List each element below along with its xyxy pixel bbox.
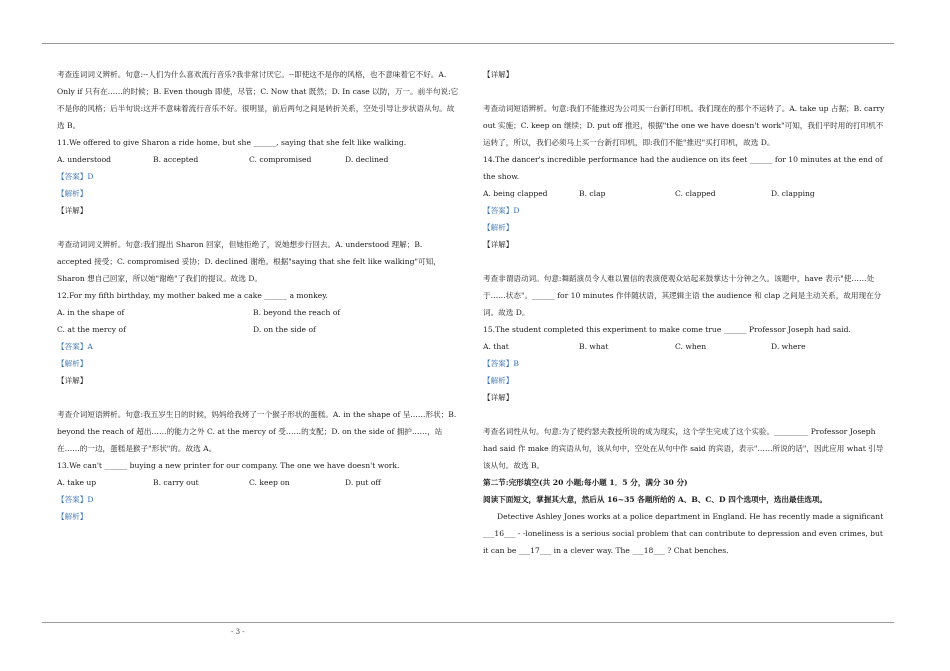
q13-detail: 考查动词短语辨析。句意:我们不能推迟为公司买一台新打印机。我们现在的那个不运转了。A. take up 占据；B. carry out 实施；C. keep on 继续；D. put off 推迟，根据"the one we have doesn't work"可知，我们平时用的打印机不运转了，所以，我们必须马上买一台新打印机，即:我们不能"推迟"买打印机，故选 D。 <box>483 104 885 147</box>
q11-options <box>57 151 459 168</box>
blank-16: ___16___ <box>483 529 516 538</box>
q14-option-a: A. being clapped <box>483 189 548 198</box>
q12-option-d: D. on the side of <box>253 325 316 334</box>
q15-detail-tag: 【详解】 <box>483 393 514 402</box>
q10-analysis: 考查连词词义辨析。句意:--人们为什么喜欢流行音乐?我非常讨厌它。--即使这不是你的风格，也不意味着它不好。A. Only if 只有在……的时候；B. Even though 即使，尽管；C. Now that 既然；D. In case 以防，万一。前半句说:它不是你的风格；后半句说:这并不意味着流行音乐不好。很明显，前后两句之间是转折关系，空处引导让步状语从句。故选 B。 <box>57 70 459 130</box>
q12-detail-tag: 【详解】 <box>57 376 88 385</box>
q14-analysis-tag: 【解析】 <box>483 223 514 232</box>
top-rule <box>42 43 894 44</box>
q15-options <box>483 338 885 355</box>
page-number: - 3 - <box>231 628 245 636</box>
q15-option-b: B. what <box>579 342 609 351</box>
q11-detail-tag: 【详解】 <box>57 206 88 215</box>
left-column <box>57 66 459 525</box>
q12-option-c: C. at the mercy of <box>57 325 126 334</box>
q14-answer: 【答案】D <box>483 206 520 215</box>
q14-detail: 考查非谓语动词。句意:舞蹈演员令人难以置信的表演使观众站起来鼓掌达十分钟之久。该题中，have 表示"使……处于……状态"。______ for 10 minutes 作伴随状语，其逻辑主语 the audience 和 clap 之间是主动关系，故用现在分词。故选 D。 <box>483 274 882 317</box>
right-column <box>483 66 885 559</box>
section-title: 第二节:完形填空(共 20 小题;每小题 1．5 分，满分 30 分) <box>483 478 688 487</box>
q12-option-a: A. in the shape of <box>57 308 125 317</box>
q13-options <box>57 474 459 491</box>
q14-detail-tag: 【详解】 <box>483 240 514 249</box>
q13-detail-tag: 【详解】 <box>483 70 514 79</box>
q11-detail: 考查动词词义辨析。句意:我们提出 Sharon 回家，但她拒绝了，说她想步行回去。A. understood 理解；B. accepted 接受；C. compromised 妥协；D. declined 谢绝。根据"saying that she felt like walking"可知，Sharon 想自己回家，所以她"谢绝"了我们的提议。故选 D。 <box>57 240 441 283</box>
q12-option-b: B. beyond the reach of <box>253 308 341 317</box>
q12-options-row2 <box>57 321 459 338</box>
q11-answer: 【答案】D <box>57 172 94 181</box>
section-instruction: 阅读下面短文，掌握其大意，然后从 16~35 各题所给的 A、B、C、D 四个选项中，选出最佳选项。 <box>483 495 827 504</box>
q11-analysis-tag: 【解析】 <box>57 189 88 198</box>
q14-option-d: D. clapping <box>771 189 815 198</box>
q12-stem: 12.For my fifth birthday, my mother baked me a cake ______ a monkey. <box>57 291 328 300</box>
q13-option-c: C. keep on <box>249 478 290 487</box>
passage <box>483 508 885 559</box>
q14-option-b: B. clap <box>579 189 606 198</box>
q15-answer: 【答案】B <box>483 359 519 368</box>
q13-analysis-tag: 【解析】 <box>57 512 88 521</box>
q15-detail: 考查名词性从句。句意:为了使约瑟夫教授所说的成为现实，这个学生完成了这个实验。_________ Professor Joseph had said 作 make 的宾语从句，该从句中，空处在从句中作 said 的宾语，表示"……所说的话"，因此应用 what 引导该从句。故选 B。 <box>483 427 884 470</box>
q15-analysis-tag: 【解析】 <box>483 376 514 385</box>
passage-part1: Detective Ashley Jones works at a police department in England. He has recently made a significant <box>497 512 884 521</box>
q11-option-a: A. understood <box>57 155 112 164</box>
q15-option-c: C. when <box>675 342 707 351</box>
q12-analysis-tag: 【解析】 <box>57 359 88 368</box>
q11-stem: 11.We offered to give Sharon a ride home, but she ______, saying that she felt like walking. <box>57 138 407 147</box>
q13-stem: 13.We can't ______ buying a new printer for our company. The one we have doesn't work. <box>57 461 400 470</box>
passage-part2: - -loneliness is a serious social problem that can contribute to depression and even crimes, but it can be <box>483 529 883 555</box>
q11-option-d: D. declined <box>345 155 389 164</box>
blank-17: ___17___ <box>518 546 552 555</box>
q13-answer: 【答案】D <box>57 495 94 504</box>
q11-option-b: B. accepted <box>153 155 199 164</box>
q15-option-a: A. that <box>483 342 509 351</box>
q14-options <box>483 185 885 202</box>
q13-option-b: B. carry out <box>153 478 199 487</box>
q12-answer: 【答案】A <box>57 342 93 351</box>
q13-option-a: A. take up <box>57 478 97 487</box>
passage-part3: in a clever way. The <box>553 546 630 555</box>
passage-part4: ? Chat benches. <box>667 546 729 555</box>
bottom-rule <box>42 622 894 623</box>
q14-stem: 14.The dancer's incredible performance had the audience on its feet ______ for 10 minutes at the end of the show. <box>483 155 883 181</box>
q11-option-c: C. compromised <box>249 155 312 164</box>
blank-18: ___18___ <box>632 546 665 555</box>
q14-option-c: C. clapped <box>675 189 716 198</box>
q13-option-d: D. put off <box>345 478 381 487</box>
q12-options-row1 <box>57 304 459 321</box>
q12-detail: 考查介词短语辨析。句意:我五岁生日的时候，妈妈给我烤了一个猴子形状的蛋糕。A. in the shape of 呈……形状；B. beyond the reach of 超出……的能力之外 C. at the mercy of 受……的支配；D. on the side of 拥护……，站在……的一边，蛋糕是猴子"形状"的。故选 A。 <box>57 410 457 453</box>
q15-option-d: D. where <box>771 342 806 351</box>
q15-stem: 15.The student completed this experiment to make come true ______ Professor Joseph had said. <box>483 325 851 334</box>
